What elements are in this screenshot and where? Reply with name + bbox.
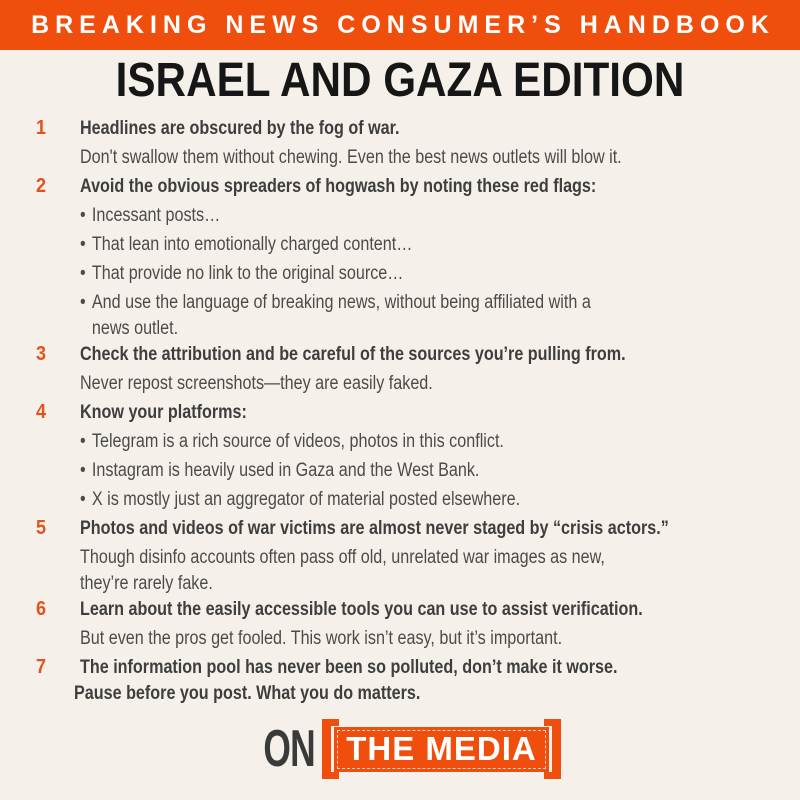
item-content bbox=[80, 398, 764, 514]
bullet-line: X is mostly just an aggregator of material posted elsewhere. bbox=[91, 489, 521, 510]
subtext-line: Though disinfo accounts often pass off old, unrelated war images as new, bbox=[80, 547, 605, 568]
item-content bbox=[80, 114, 764, 172]
bullet-line: Incessant posts… bbox=[91, 205, 221, 226]
item-number: 4 bbox=[36, 401, 47, 423]
heading-line-continued: Pause before you post. What you do matters. bbox=[74, 683, 421, 704]
handbook-item bbox=[36, 114, 764, 172]
item-subtext bbox=[80, 543, 773, 595]
bullet-line: And use the language of breaking news, without being affiliated with a bbox=[91, 292, 591, 313]
item-number: 1 bbox=[36, 117, 47, 139]
heading-line: Photos and videos of war victims are almost never staged by “crisis actors.” bbox=[80, 518, 669, 539]
heading-line: Check the attribution and be careful of the sources you’re pulling from. bbox=[80, 344, 626, 365]
item-content bbox=[80, 595, 764, 653]
bullet-text bbox=[92, 456, 480, 485]
handbook-item bbox=[36, 514, 764, 595]
logo-on-text: ON bbox=[263, 720, 316, 778]
bullet-line: That provide no link to the original source… bbox=[91, 263, 404, 284]
item-heading bbox=[80, 595, 764, 624]
subtext-line: But even the pros get fooled. This work isn’t easy, but it’s important. bbox=[80, 628, 563, 649]
item-heading bbox=[80, 172, 764, 201]
handbook-item bbox=[36, 172, 764, 340]
item-heading bbox=[80, 114, 764, 143]
edition-title: ISRAEL AND GAZA EDITION bbox=[115, 54, 685, 107]
bullet-item bbox=[80, 259, 661, 288]
item-heading bbox=[80, 514, 773, 543]
bullet-list bbox=[80, 427, 764, 514]
bullet-item bbox=[80, 288, 661, 340]
heading-line: Know your platforms: bbox=[80, 402, 247, 423]
item-subtext bbox=[80, 369, 764, 398]
item-content bbox=[80, 514, 773, 595]
bullet-text bbox=[92, 485, 520, 514]
banner-title: BREAKING NEWS CONSUMER’S HANDBOOK bbox=[31, 10, 775, 39]
bullet-icon: • bbox=[80, 292, 86, 313]
bullet-icon: • bbox=[80, 489, 86, 510]
banner bbox=[0, 0, 800, 50]
item-number: 5 bbox=[36, 517, 47, 539]
bullet-icon: • bbox=[80, 234, 86, 255]
bullet-list bbox=[80, 201, 764, 340]
item-subtext bbox=[80, 143, 764, 172]
bullet-line: Instagram is heavily used in Gaza and the West Bank. bbox=[91, 460, 480, 481]
handbook-list bbox=[0, 106, 800, 705]
subtext-line-continued: they’re rarely fake. bbox=[80, 573, 213, 594]
item-heading bbox=[80, 398, 764, 427]
bullet-icon: • bbox=[80, 431, 86, 452]
heading-line: Learn about the easily accessible tools you can use to assist verification. bbox=[80, 599, 643, 620]
bullet-line: Telegram is a rich source of videos, photos in this conflict. bbox=[91, 431, 504, 452]
bullet-item bbox=[80, 456, 661, 485]
logo-box bbox=[334, 727, 549, 772]
subtext-line: Don't swallow them without chewing. Even the best news outlets will blow it. bbox=[80, 147, 622, 168]
bullet-icon: • bbox=[80, 205, 86, 226]
item-heading bbox=[80, 340, 764, 369]
handbook-item bbox=[36, 340, 764, 398]
heading-line: Headlines are obscured by the fog of war. bbox=[80, 118, 400, 139]
heading-line: The information pool has never been so polluted, don’t make it worse. bbox=[80, 657, 618, 678]
bullet-text bbox=[92, 427, 504, 456]
bullet-item bbox=[80, 427, 661, 456]
bullet-text bbox=[92, 230, 413, 259]
subtext-line: Never repost screenshots—they are easily faked. bbox=[80, 373, 433, 394]
item-number: 6 bbox=[36, 598, 47, 620]
handbook-item bbox=[36, 653, 764, 705]
bullet-text bbox=[92, 259, 404, 288]
item-number: 3 bbox=[36, 343, 47, 365]
item-subtext bbox=[80, 624, 764, 653]
item-heading bbox=[74, 653, 764, 705]
right-bracket-icon bbox=[544, 719, 561, 779]
bullet-icon: • bbox=[80, 460, 86, 481]
item-content bbox=[74, 653, 764, 705]
item-number: 7 bbox=[36, 656, 47, 678]
logo-the-media-text: THE MEDIA bbox=[346, 730, 537, 767]
bullet-line: That lean into emotionally charged content… bbox=[91, 234, 413, 255]
item-number: 2 bbox=[36, 175, 47, 197]
bullet-item bbox=[80, 230, 661, 259]
bullet-item bbox=[80, 201, 661, 230]
handbook-item bbox=[36, 398, 764, 514]
bullet-text bbox=[92, 201, 220, 230]
otm-logo bbox=[0, 719, 800, 779]
heading-line: Avoid the obvious spreaders of hogwash by noting these red flags: bbox=[80, 176, 597, 197]
bullet-item bbox=[80, 485, 661, 514]
item-content bbox=[80, 172, 764, 340]
handbook-item bbox=[36, 595, 764, 653]
left-bracket-icon bbox=[322, 719, 339, 779]
bullet-icon: • bbox=[80, 263, 86, 284]
bullet-text bbox=[92, 288, 591, 340]
bullet-line-continued: news outlet. bbox=[91, 318, 179, 339]
item-content bbox=[80, 340, 764, 398]
